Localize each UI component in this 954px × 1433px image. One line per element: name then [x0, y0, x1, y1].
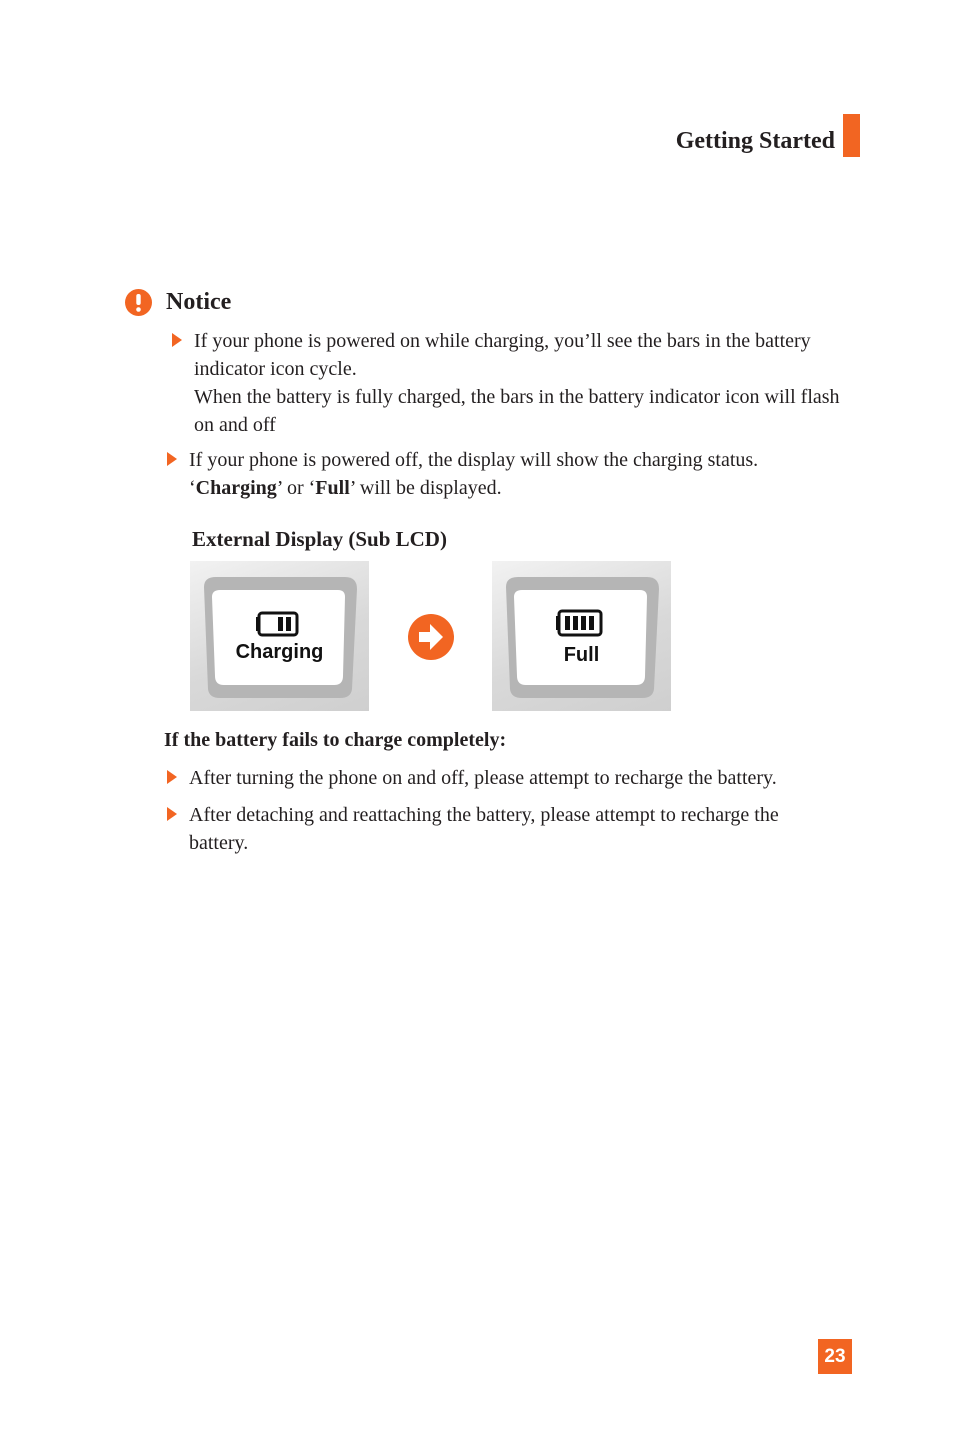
- lcd-full-label: Full: [563, 644, 600, 666]
- fail-bullet-2: After detaching and reattaching the battery, please attempt to recharge the battery.: [189, 804, 779, 854]
- bullet-arrow-icon: [172, 333, 182, 347]
- fail-bullet-1: After turning the phone on and off, please attempt to recharge the battery.: [189, 767, 777, 789]
- lcd-full-screen: [492, 561, 671, 711]
- word-full: Full: [315, 477, 350, 499]
- word-charging: Charging: [195, 477, 277, 499]
- lcd-charging-screen: [190, 561, 369, 711]
- battery-full-icon: [554, 609, 604, 637]
- external-display-title: External Display (Sub LCD): [192, 527, 447, 551]
- page-number: 23: [818, 1339, 852, 1374]
- arrow-right-circle-icon: [408, 614, 454, 660]
- battery-two-bars-icon: [254, 611, 300, 637]
- notice-bullet-1-line2: When the battery is fully charged, the bars in the battery indicator icon will flash on and off: [194, 386, 840, 436]
- quote-mid: ’ or ‘: [276, 477, 316, 499]
- notice-bullet-2-line2: [189, 474, 849, 502]
- notice-bullet-2-line1: If your phone is powered off, the display will show the charging status.: [189, 449, 759, 471]
- notice-bullet-1: [194, 327, 854, 439]
- section-title: Getting Started: [675, 128, 835, 154]
- bullet-arrow-icon: [167, 807, 177, 821]
- fail-section-title: If the battery fails to charge completely:: [164, 729, 507, 751]
- quote-end: ’ will be displayed.: [349, 477, 502, 499]
- exclamation-circle-icon: [125, 289, 152, 316]
- section-tab-marker: [843, 114, 860, 157]
- bullet-arrow-icon: [167, 770, 177, 784]
- notice-title: Notice: [166, 289, 232, 315]
- notice-bullet-1-line1: If your phone is powered on while charging, you’ll see the bars in the battery indicator icon cycle.: [194, 330, 811, 380]
- notice-bullet-2: [189, 446, 849, 502]
- lcd-charging-label: Charging: [235, 641, 324, 663]
- bullet-arrow-icon: [167, 452, 177, 466]
- quote-open: ‘: [189, 477, 196, 499]
